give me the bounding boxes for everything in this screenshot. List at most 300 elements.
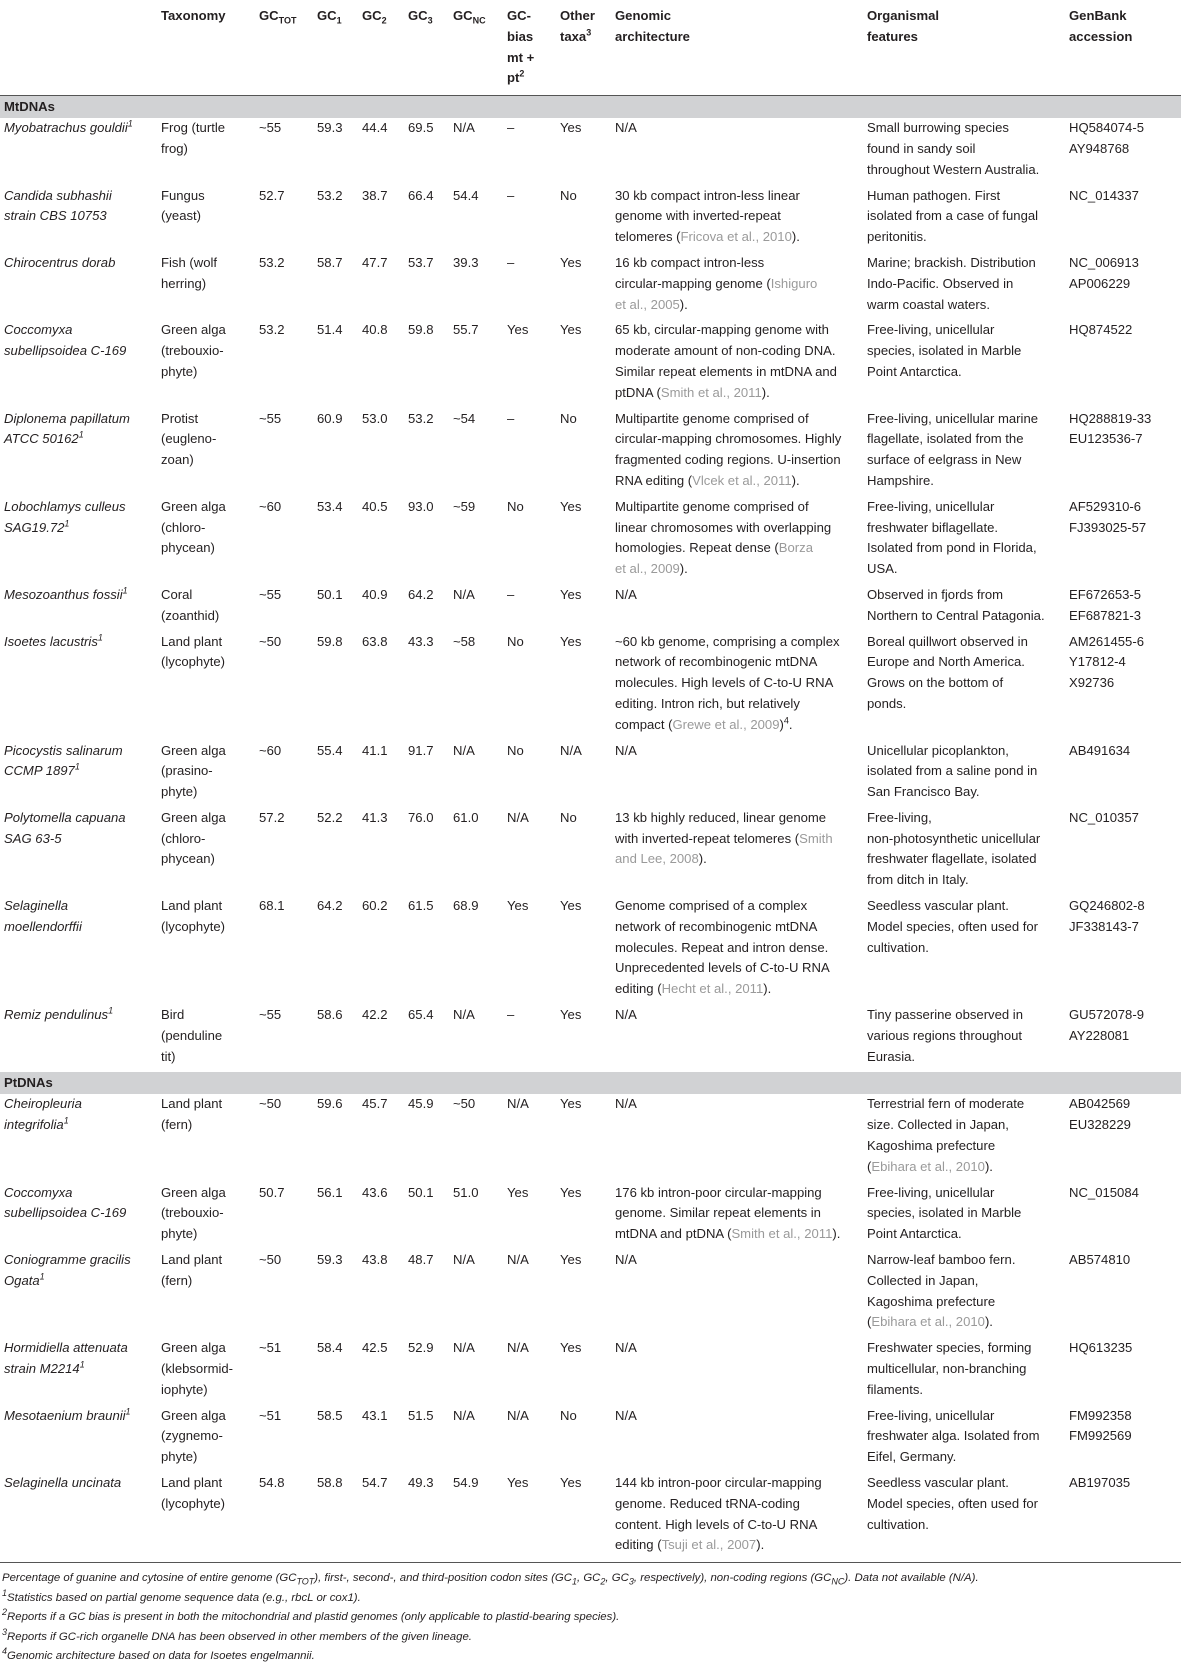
- table-row: [0, 896, 1181, 1005]
- organismal-features-cell: [863, 1094, 1065, 1182]
- gc1-value: 58.7: [317, 254, 343, 270]
- species-name: Mesotaenium braunii: [4, 1407, 126, 1423]
- taxonomy-line: (lycophyte): [161, 654, 226, 670]
- genbank-accession-cell: [1065, 118, 1181, 185]
- gcnc-value: 51.0: [453, 1184, 479, 1200]
- genbank-accession-cell: [1065, 320, 1181, 408]
- gc1-value: 64.2: [317, 898, 343, 914]
- col-genbank-accession: GenBank accession: [1065, 0, 1181, 96]
- other-taxa-value: Yes: [560, 254, 582, 270]
- text-segment: 13 kb highly reduced, linear genome: [615, 809, 827, 825]
- gctot-value: ~50: [259, 1252, 282, 1268]
- gc-bias-value: Yes: [507, 322, 529, 338]
- taxonomy-line: Green alga: [161, 1184, 226, 1200]
- gc2-value: 38.7: [362, 187, 388, 203]
- taxonomy-line: phyte): [161, 1226, 198, 1242]
- taxonomy-cell: [157, 1406, 255, 1473]
- gctot-value: ~55: [259, 410, 282, 426]
- citation: Ebihara et al., 2010: [871, 1158, 985, 1174]
- accession-line: EF672653-5: [1069, 586, 1142, 602]
- other-taxa-value: Yes: [560, 1007, 582, 1023]
- text-segment: compact (: [615, 716, 673, 732]
- gc3-value: 50.1: [408, 1184, 434, 1200]
- accession-line: EU328229: [1069, 1117, 1131, 1133]
- text-segment: editing. Intron rich, but relatively: [615, 695, 800, 711]
- species-name: subellipsoidea C-169: [4, 1205, 127, 1221]
- text-segment: 144 kb intron-poor circular-mapping: [615, 1475, 822, 1490]
- feature-line: size. Collected in Japan,: [867, 1117, 1009, 1133]
- gc2-value: 63.8: [362, 633, 388, 649]
- section-header-row: [0, 1072, 1181, 1094]
- gc2-value: 47.7: [362, 254, 388, 270]
- genbank-accession-cell: [1065, 896, 1181, 1005]
- taxonomy-cell: [157, 320, 255, 408]
- footnote-mark: 1: [79, 1359, 85, 1370]
- feature-line: isolated from a case of fungal: [867, 208, 1039, 224]
- species-cell: [0, 1183, 157, 1250]
- text-segment: moderate amount of non-coding DNA.: [615, 343, 836, 359]
- accession-line: AY228081: [1069, 1027, 1130, 1043]
- feature-line: Seedless vascular plant.: [867, 898, 1009, 914]
- genbank-accession-cell: [1065, 1005, 1181, 1072]
- taxonomy-line: (zygnemo-: [161, 1428, 223, 1444]
- gc-bias-value: N/A: [507, 1407, 529, 1423]
- accession-line: X92736: [1069, 675, 1115, 691]
- taxonomy-cell: [157, 585, 255, 632]
- taxonomy-cell: [157, 1250, 255, 1338]
- accession-line: GQ246802-8: [1069, 898, 1145, 914]
- text-segment: circular-mapping genome (: [615, 275, 771, 291]
- feature-line: cultivation.: [867, 939, 929, 955]
- footnote-main: Percentage of guanine and cytosine of entire genome $(GC_{TOT})$, first-, second-, and third-position codon sites ($GC_1$, $GC_2$, $GC_3$, respectively), non-coding regions $(GC_{NC})$. Data not available (N/A).: [2, 1572, 979, 1587]
- gcnc-value: ~59: [453, 498, 476, 514]
- taxonomy-line: (lycophyte): [161, 918, 226, 934]
- citation: Ishiguro: [770, 275, 818, 291]
- text-segment: N/A: [615, 1007, 637, 1023]
- genomic-architecture-cell: [611, 1183, 863, 1250]
- gc2-value: 54.7: [362, 1475, 388, 1490]
- col-other-taxa: Other taxa$^3$: [556, 0, 611, 96]
- accession-line: AB491634: [1069, 742, 1131, 758]
- gcnc-value: N/A: [453, 742, 475, 758]
- genomic-architecture-cell: [611, 808, 863, 896]
- genomic-architecture-cell: [611, 741, 863, 808]
- text-segment: ).: [679, 561, 688, 577]
- genomic-architecture-cell: [611, 320, 863, 408]
- taxonomy-line: Land plant: [161, 1096, 223, 1112]
- species-cell: [0, 896, 157, 1005]
- citation: Grewe et al., 2009: [672, 716, 780, 732]
- genomic-architecture-cell: [611, 1094, 863, 1182]
- feature-line: freshwater biflagellate.: [867, 519, 999, 535]
- taxonomy-line: (trebouxio-: [161, 1205, 224, 1221]
- text-segment: Similar repeat elements in mtDNA and: [615, 363, 837, 379]
- gc-bias-value: N/A: [507, 1096, 529, 1112]
- text-segment: (: [867, 1314, 872, 1330]
- gc-bias-value: No: [507, 742, 524, 758]
- species-name: ATCC 50162: [4, 431, 79, 447]
- organismal-features-cell: [863, 632, 1065, 741]
- species-name: Hormidiella attenuata: [4, 1340, 128, 1356]
- genbank-accession-cell: [1065, 1406, 1181, 1473]
- footnote-mark: 1: [125, 1406, 131, 1417]
- genomic-architecture-cell: [611, 253, 863, 320]
- gc-bias-value: Yes: [507, 898, 529, 914]
- gcnc-value: N/A: [453, 1252, 475, 1268]
- gctot-value: 57.2: [259, 809, 285, 825]
- col-taxonomy: Taxonomy: [157, 0, 255, 96]
- gc-bias-value: –: [507, 120, 515, 136]
- taxonomy-line: Green alga: [161, 322, 226, 338]
- organismal-features-cell: [863, 741, 1065, 808]
- other-taxa-value: N/A: [560, 742, 582, 758]
- species-cell: [0, 1473, 157, 1561]
- gctot-value: ~60: [259, 498, 282, 514]
- text-segment: ).: [763, 981, 772, 997]
- species-cell: [0, 497, 157, 585]
- taxonomy-line: Land plant: [161, 898, 223, 914]
- gc1-value: 58.8: [317, 1475, 343, 1490]
- text-segment: editing (: [615, 1537, 662, 1553]
- species-name: Isoetes lacustris: [4, 633, 98, 649]
- feature-line: Free-living,: [867, 809, 932, 825]
- genomic-architecture-cell: [611, 497, 863, 585]
- taxonomy-line: (klebsormid-: [161, 1361, 234, 1377]
- genomic-architecture-cell: [611, 632, 863, 741]
- species-name: Candida subhashii: [4, 187, 112, 203]
- gctot-value: 52.7: [259, 187, 285, 203]
- feature-line: from ditch in Italy.: [867, 872, 969, 888]
- taxonomy-line: Green alga: [161, 809, 226, 825]
- taxonomy-line: (fern): [161, 1117, 193, 1133]
- accession-line: FJ393025-57: [1069, 519, 1147, 535]
- species-name: Myobatrachus gouldii: [4, 120, 128, 136]
- organismal-features-cell: [863, 585, 1065, 632]
- table-row: [0, 497, 1181, 585]
- gc-bias-value: No: [507, 498, 524, 514]
- text-segment: N/A: [615, 120, 637, 136]
- species-name: Mesozoanthus fossii: [4, 586, 123, 602]
- gcnc-value: 54.4: [453, 187, 479, 203]
- text-segment: 30 kb compact intron-less linear: [615, 187, 800, 203]
- feature-line: Northern to Central Patagonia.: [867, 607, 1045, 623]
- feature-line: Eurasia.: [867, 1048, 916, 1064]
- taxonomy-line: frog): [161, 140, 188, 156]
- feature-line: Unicellular picoplankton,: [867, 742, 1009, 758]
- gc3-value: 45.9: [408, 1096, 434, 1112]
- section-title: PtDNAs: [0, 1072, 1181, 1094]
- genomic-architecture-cell: [611, 1250, 863, 1338]
- gc1-value: 52.2: [317, 809, 343, 825]
- gc3-value: 64.2: [408, 586, 434, 602]
- gc1-value: 60.9: [317, 410, 343, 426]
- genbank-accession-cell: [1065, 1183, 1181, 1250]
- taxonomy-line: (chloro-: [161, 830, 206, 846]
- taxonomy-cell: [157, 1473, 255, 1561]
- gc3-value: 65.4: [408, 1007, 434, 1023]
- other-taxa-value: Yes: [560, 1184, 582, 1200]
- table-row: [0, 253, 1181, 320]
- gc1-value: 51.4: [317, 322, 343, 338]
- genbank-accession-cell: [1065, 808, 1181, 896]
- gc3-value: 52.9: [408, 1340, 434, 1356]
- col-species: [0, 0, 157, 96]
- footnote-mark: 1: [127, 118, 133, 129]
- feature-line: Terrestrial fern of moderate: [867, 1096, 1025, 1112]
- feature-line: Hampshire.: [867, 472, 934, 488]
- text-segment: linear chromosomes with overlapping: [615, 519, 832, 535]
- genbank-accession-cell: [1065, 253, 1181, 320]
- footnote-mark: 1: [78, 429, 84, 440]
- gc2-value: 43.8: [362, 1252, 388, 1268]
- species-name: Lobochlamys culleus: [4, 498, 126, 514]
- gc1-value: 58.4: [317, 1340, 343, 1356]
- genomic-architecture-cell: [611, 1406, 863, 1473]
- gc2-value: 41.1: [362, 742, 388, 758]
- genbank-accession-cell: [1065, 186, 1181, 253]
- feature-line: surface of eelgrass in New: [867, 452, 1022, 468]
- feature-line: Free-living, unicellular: [867, 1184, 995, 1200]
- text-segment: ).: [791, 229, 800, 245]
- taxonomy-line: phycean): [161, 851, 215, 867]
- taxonomy-cell: [157, 741, 255, 808]
- other-taxa-value: Yes: [560, 322, 582, 338]
- accession-line: JF338143-7: [1069, 918, 1139, 934]
- table-row: [0, 1473, 1181, 1561]
- accession-line: AB197035: [1069, 1475, 1131, 1490]
- feature-line: warm coastal waters.: [867, 296, 990, 312]
- gctot-value: ~50: [259, 1096, 282, 1112]
- other-taxa-value: Yes: [560, 1096, 582, 1112]
- species-name: strain CBS 10753: [4, 208, 107, 224]
- text-segment: ~60 kb genome, comprising a complex: [615, 633, 840, 649]
- text-segment: network of recombinogenic mtDNA: [615, 654, 818, 670]
- text-segment: Unprecedented levels of C-to-U RNA: [615, 960, 830, 976]
- accession-line: GU572078-9: [1069, 1007, 1144, 1023]
- footnote-4: $^4$Genomic architecture based on data for Isoetes engelmannii.: [2, 1646, 315, 1663]
- table-body: [0, 96, 1181, 1562]
- other-taxa-value: No: [560, 410, 577, 426]
- text-segment: ).: [984, 1314, 993, 1330]
- citation: Smith: [799, 830, 833, 846]
- taxonomy-line: Land plant: [161, 1252, 223, 1268]
- feature-line: Isolated from pond in Florida,: [867, 540, 1037, 556]
- text-segment: ).: [698, 851, 707, 867]
- species-cell: [0, 320, 157, 408]
- text-segment: Multipartite genome comprised of: [615, 498, 809, 514]
- taxonomy-cell: [157, 253, 255, 320]
- accession-line: FM992569: [1069, 1428, 1132, 1444]
- gc3-value: 53.7: [408, 254, 434, 270]
- species-cell: [0, 585, 157, 632]
- gc3-value: 61.5: [408, 898, 434, 914]
- feature-line: isolated from a saline pond in: [867, 763, 1038, 779]
- feature-line: Eifel, Germany.: [867, 1449, 957, 1465]
- gcnc-value: ~54: [453, 410, 476, 426]
- species-name: subellipsoidea C-169: [4, 343, 127, 359]
- text-segment: ).: [761, 384, 770, 400]
- accession-line: FM992358: [1069, 1407, 1132, 1423]
- taxonomy-cell: [157, 497, 255, 585]
- table-row: [0, 320, 1181, 408]
- genomic-architecture-cell: [611, 896, 863, 1005]
- gc1-value: 58.6: [317, 1007, 343, 1023]
- feature-line: Free-living, unicellular marine: [867, 410, 1039, 426]
- taxonomy-line: (prasino-: [161, 763, 213, 779]
- text-segment: N/A: [615, 1252, 637, 1268]
- text-segment: ).: [679, 296, 688, 312]
- organismal-features-cell: [863, 1473, 1065, 1561]
- taxonomy-line: phycean): [161, 540, 215, 556]
- species-cell: [0, 1005, 157, 1072]
- table-row: [0, 585, 1181, 632]
- taxonomy-line: phyte): [161, 363, 198, 379]
- section-title: MtDNAs: [0, 96, 1181, 119]
- genomic-architecture-cell: [611, 1473, 863, 1561]
- table-row: [0, 409, 1181, 497]
- accession-line: NC_015084: [1069, 1184, 1139, 1200]
- feature-line: Tiny passerine observed in: [867, 1007, 1023, 1023]
- gcnc-value: ~50: [453, 1096, 476, 1112]
- species-name: integrifolia: [4, 1117, 64, 1133]
- table-row: [0, 808, 1181, 896]
- citation: Hecht et al., 2011: [661, 981, 764, 997]
- accession-line: HQ584074-5: [1069, 120, 1144, 136]
- gc-bias-value: –: [507, 1007, 515, 1023]
- feature-line: peritonitis.: [867, 229, 927, 245]
- table-row: [0, 1183, 1181, 1250]
- gcnc-value: N/A: [453, 1007, 475, 1023]
- table-row: [0, 632, 1181, 741]
- feature-line: flagellate, isolated from the: [867, 431, 1024, 447]
- gc3-value: 49.3: [408, 1475, 434, 1490]
- header-row: [0, 0, 1181, 96]
- other-taxa-value: No: [560, 187, 577, 203]
- organismal-features-cell: [863, 186, 1065, 253]
- gcnc-value: 55.7: [453, 322, 479, 338]
- other-taxa-value: No: [560, 809, 577, 825]
- species-name: Selaginella uncinata: [4, 1475, 122, 1490]
- feature-line: filaments.: [867, 1381, 924, 1397]
- genbank-accession-cell: [1065, 409, 1181, 497]
- gc-bias-value: –: [507, 586, 515, 602]
- feature-line: species, isolated in Marble: [867, 1205, 1022, 1221]
- accession-line: AB042569: [1069, 1096, 1131, 1112]
- species-cell: [0, 118, 157, 185]
- footnote-mark: 1: [39, 1271, 45, 1282]
- other-taxa-value: Yes: [560, 586, 582, 602]
- taxonomy-line: Protist: [161, 410, 199, 426]
- text-segment: genome. Reduced tRNA-coding: [615, 1495, 800, 1511]
- genomic-architecture-cell: [611, 585, 863, 632]
- feature-line: multicellular, non-branching: [867, 1361, 1027, 1377]
- text-segment: 65 kb, circular-mapping genome with: [615, 322, 829, 338]
- feature-line: throughout Western Australia.: [867, 161, 1040, 177]
- species-cell: [0, 808, 157, 896]
- species-cell: [0, 186, 157, 253]
- organismal-features-cell: [863, 1406, 1065, 1473]
- table-row: [0, 1005, 1181, 1072]
- species-cell: [0, 253, 157, 320]
- feature-line: Point Antarctica.: [867, 363, 962, 379]
- taxonomy-cell: [157, 118, 255, 185]
- accession-line: AF529310-6: [1069, 498, 1142, 514]
- gcnc-value: 68.9: [453, 898, 479, 914]
- taxonomy-cell: [157, 1183, 255, 1250]
- footnote-mark: 1: [74, 761, 80, 772]
- gc-bias-value: Yes: [507, 1475, 529, 1490]
- gctot-value: ~60: [259, 742, 282, 758]
- taxonomy-line: Green alga: [161, 742, 226, 758]
- species-name: Picocystis salinarum: [4, 742, 123, 758]
- feature-line: found in sandy soil: [867, 140, 976, 156]
- text-segment: mtDNA and ptDNA (: [615, 1226, 732, 1242]
- organismal-features-cell: [863, 896, 1065, 1005]
- accession-line: HQ288819-33: [1069, 410, 1152, 426]
- feature-line: freshwater alga. Isolated from: [867, 1428, 1040, 1444]
- text-segment: network of recombinogenic mtDNA: [615, 918, 818, 934]
- gctot-value: 53.2: [259, 322, 285, 338]
- other-taxa-value: Yes: [560, 1475, 582, 1490]
- footnote-mark: 1: [64, 518, 70, 529]
- gc2-value: 41.3: [362, 809, 388, 825]
- table-row: [0, 1094, 1181, 1182]
- gctot-value: ~51: [259, 1407, 282, 1423]
- gc3-value: 91.7: [408, 742, 434, 758]
- text-segment: homologies. Repeat dense (: [615, 540, 779, 556]
- text-segment: 16 kb compact intron-less: [615, 254, 765, 270]
- taxonomy-line: (penduline: [161, 1027, 223, 1043]
- taxonomy-line: (fern): [161, 1272, 193, 1288]
- taxonomy-cell: [157, 808, 255, 896]
- accession-line: EU123536-7: [1069, 431, 1143, 447]
- feature-line: Kagoshima prefecture: [867, 1293, 996, 1309]
- taxonomy-cell: [157, 409, 255, 497]
- feature-line: freshwater flagellate, isolated: [867, 851, 1037, 867]
- taxonomy-line: (zoanthid): [161, 607, 220, 623]
- gc1-value: 59.3: [317, 120, 343, 136]
- organismal-features-cell: [863, 118, 1065, 185]
- gc1-value: 59.6: [317, 1096, 343, 1112]
- citation: Vlcek et al., 2011: [692, 472, 792, 488]
- text-segment: N/A: [615, 1407, 637, 1423]
- taxonomy-line: (lycophyte): [161, 1495, 226, 1511]
- species-name: CCMP 1897: [4, 763, 75, 779]
- taxonomy-line: phyte): [161, 1449, 198, 1465]
- feature-line: species, isolated in Marble: [867, 343, 1022, 359]
- species-cell: [0, 741, 157, 808]
- gc1-value: 50.1: [317, 586, 343, 602]
- text-segment: RNA editing (: [615, 472, 693, 488]
- species-name: moellendorffii: [4, 918, 82, 934]
- species-name: strain M2214: [4, 1361, 80, 1377]
- gc-bias-value: N/A: [507, 1340, 529, 1356]
- gcnc-value: N/A: [453, 586, 475, 602]
- gc-bias-value: No: [507, 633, 524, 649]
- gc-bias-value: –: [507, 410, 515, 426]
- species-name: Remiz pendulinus: [4, 1007, 109, 1023]
- other-taxa-value: Yes: [560, 633, 582, 649]
- gc2-value: 43.6: [362, 1184, 388, 1200]
- taxonomy-line: tit): [161, 1048, 176, 1064]
- genomic-architecture-cell: [611, 186, 863, 253]
- taxonomy-line: Fish (wolf: [161, 254, 218, 270]
- citation: et al., 2009: [615, 561, 680, 577]
- gc1-value: 59.8: [317, 633, 343, 649]
- gctot-value: 54.8: [259, 1475, 285, 1490]
- feature-line: USA.: [867, 561, 898, 577]
- text-segment: ): [779, 716, 784, 732]
